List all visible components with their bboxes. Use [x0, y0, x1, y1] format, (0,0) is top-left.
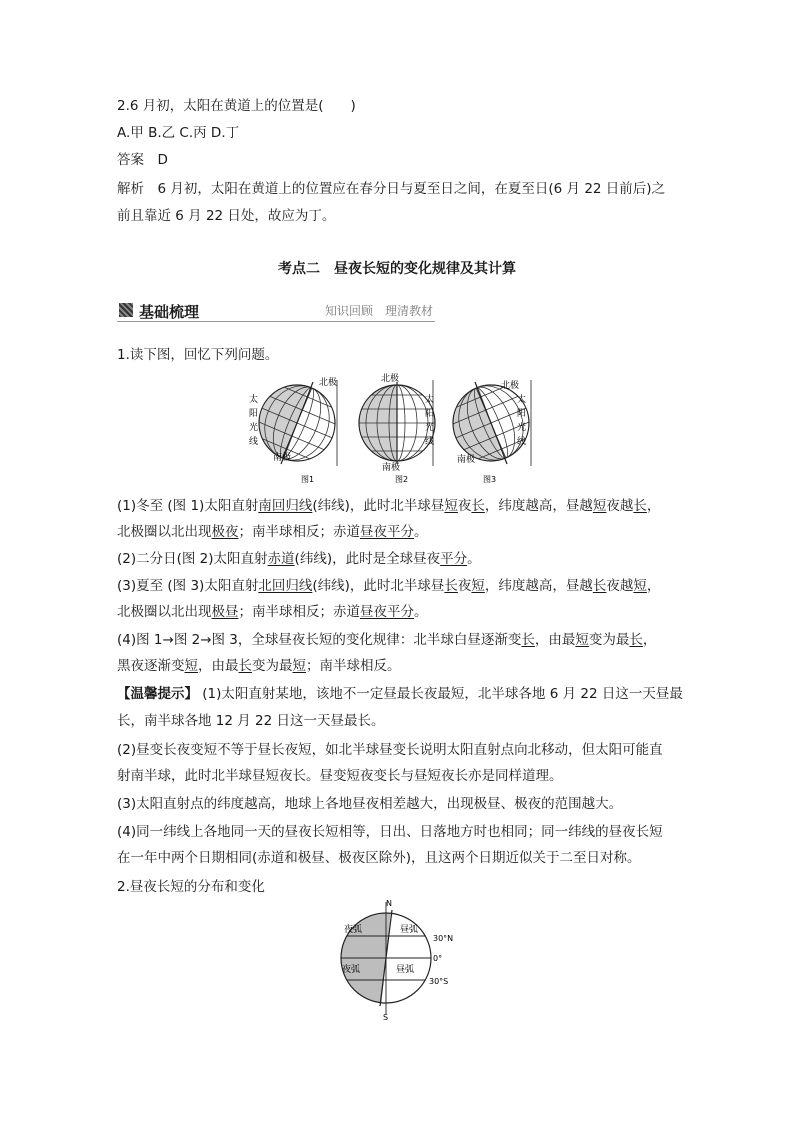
globe-2-sunlight-label-3: 光 — [425, 423, 435, 433]
tip-line-4: 射南半球，此时北半球昼短夜长。昼变短夜变长与昼短夜长亦是同样道理。 — [117, 768, 563, 784]
tip-line-6: (4)同一纬线上各地同一天的昼夜长短相等，日出、日落地方时也相同；同一纬线的昼夜长短 — [117, 824, 663, 840]
globe-2-sunlight-label-2: 阳 — [425, 409, 435, 419]
globe-1-sunlight-label-4: 线 — [249, 437, 259, 447]
globe-1-north-label: 北极 — [319, 378, 338, 388]
globe-3-caption: 图3 — [483, 475, 497, 484]
night-arc-label-lower: 夜弧 — [342, 965, 361, 975]
globe-3-sunlight-label-2: 阳 — [517, 409, 527, 419]
globe-3-north-label: 北极 — [501, 381, 520, 391]
globe-3-sunlight-label-3: 光 — [517, 423, 527, 433]
section-banner — [117, 300, 435, 324]
lat-30n-label: 30°N — [433, 934, 454, 943]
globe-3 — [439, 371, 544, 484]
globe-3-sunlight-label-1: 太 — [517, 395, 527, 405]
tip-label: 【温馨提示】 — [117, 686, 198, 702]
tip-line-2: 长，南半球各地 12 月 22 日这一天昼最长。 — [117, 713, 385, 729]
south-label: S — [383, 1013, 389, 1022]
globes-figure — [245, 370, 545, 490]
globe-1 — [245, 371, 349, 484]
globe-1-sunlight-label-1: 太 — [249, 395, 259, 405]
north-label: N — [386, 899, 392, 908]
point-2: (2)二分日(图 2)太阳直射赤道(纬线)，此时是全球昼夜平分。 — [117, 551, 481, 567]
tip-line-5: (3)太阳直射点的纬度越高，地球上各地昼夜相差越大，出现极昼、极夜的范围越大。 — [117, 796, 623, 812]
item-2-title: 2.昼夜长短的分布和变化 — [117, 879, 265, 895]
point-3-line-2: 北极圈以北出现极昼；南半球相反；赤道昼夜平分。 — [117, 604, 428, 620]
item-1-title: 1.读下图，回忆下列问题。 — [117, 347, 279, 363]
day-arc-label-lower: 昼弧 — [396, 965, 415, 975]
tip-line-3: (2)昼变长夜变短不等于昼长夜短，如北半球昼变长说明太阳直射点向北移动，但太阳可能直 — [117, 742, 663, 758]
point-1-line-2: 北极圈以北出现极夜；南半球相反；赤道昼夜平分。 — [117, 524, 428, 540]
point-1-line-1: (1)冬至 (图 1)太阳直射南回归线(纬线)，此时北半球昼短夜长，纬度越高，昼越短夜越长， — [117, 498, 661, 514]
point-4-line-1: (4)图 1→图 2→图 3，全球昼夜长短的变化规律：北半球白昼逐渐变长，由最短变为最长， — [117, 632, 657, 648]
banner-tag: 知识回顾 理清教材 — [325, 304, 434, 318]
globe-2-south-label: 南极 — [382, 463, 401, 473]
globe-1-sunlight-label-3: 光 — [249, 423, 259, 433]
globe-2-north-label: 北极 — [381, 374, 400, 384]
answer: 答案 D — [117, 152, 168, 168]
globe-3-sunlight-label-4: 线 — [517, 437, 527, 447]
globe-1-south-label: 南极 — [273, 453, 292, 463]
globe-2-caption: 图2 — [395, 475, 409, 484]
analysis-line-1: 解析 6 月初，太阳在黄道上的位置应在春分日与夏至日之间，在夏至日(6 月 22 日前后)之 — [117, 181, 666, 197]
globe-2 — [357, 372, 437, 484]
lat-0-label: 0° — [433, 954, 443, 963]
globe-2-sunlight-label-4: 线 — [425, 437, 435, 447]
question-2: 2.6 月初，太阳在黄道上的位置是( ) — [117, 98, 356, 114]
analysis-line-2: 前且靠近 6 月 22 日处，故应为丁。 — [117, 208, 336, 224]
banner-title: 基础梳理 — [139, 303, 200, 321]
tip-line-7: 在一年中两个日期相同(赤道和极昼、极夜区除外)，且这两个日期近似关于二至日对称。 — [117, 850, 641, 866]
day-night-figure — [330, 898, 470, 1022]
point-4-line-2: 黑夜逐渐变短，由最长变为最短；南半球相反。 — [117, 658, 401, 674]
question-2-options: A.甲 B.乙 C.丙 D.丁 — [117, 125, 240, 141]
night-arc-label-upper: 夜弧 — [344, 925, 363, 935]
globe-1-sunlight-label-2: 阳 — [249, 409, 259, 419]
section-heading: 考点二 昼夜长短的变化规律及其计算 — [278, 261, 516, 277]
globe-3-south-label: 南极 — [457, 455, 476, 465]
tip-line-1: 【温馨提示】 (1)太阳直射某地，该地不一定昼最长夜最短，北半球各地 6 月 22 日这一天昼最 — [117, 686, 683, 702]
globe-1-caption: 图1 — [301, 475, 315, 484]
globe-2-sunlight-label-1: 太 — [425, 395, 435, 405]
banner-rule — [117, 321, 435, 322]
lat-30s-label: 30°S — [429, 977, 449, 986]
banner-block-icon — [119, 303, 133, 317]
day-arc-label-upper: 昼弧 — [400, 925, 419, 935]
point-3-line-1: (3)夏至 (图 3)太阳直射北回归线(纬线)，此时北半球昼长夜短，纬度越高，昼越长夜越短， — [117, 578, 661, 594]
